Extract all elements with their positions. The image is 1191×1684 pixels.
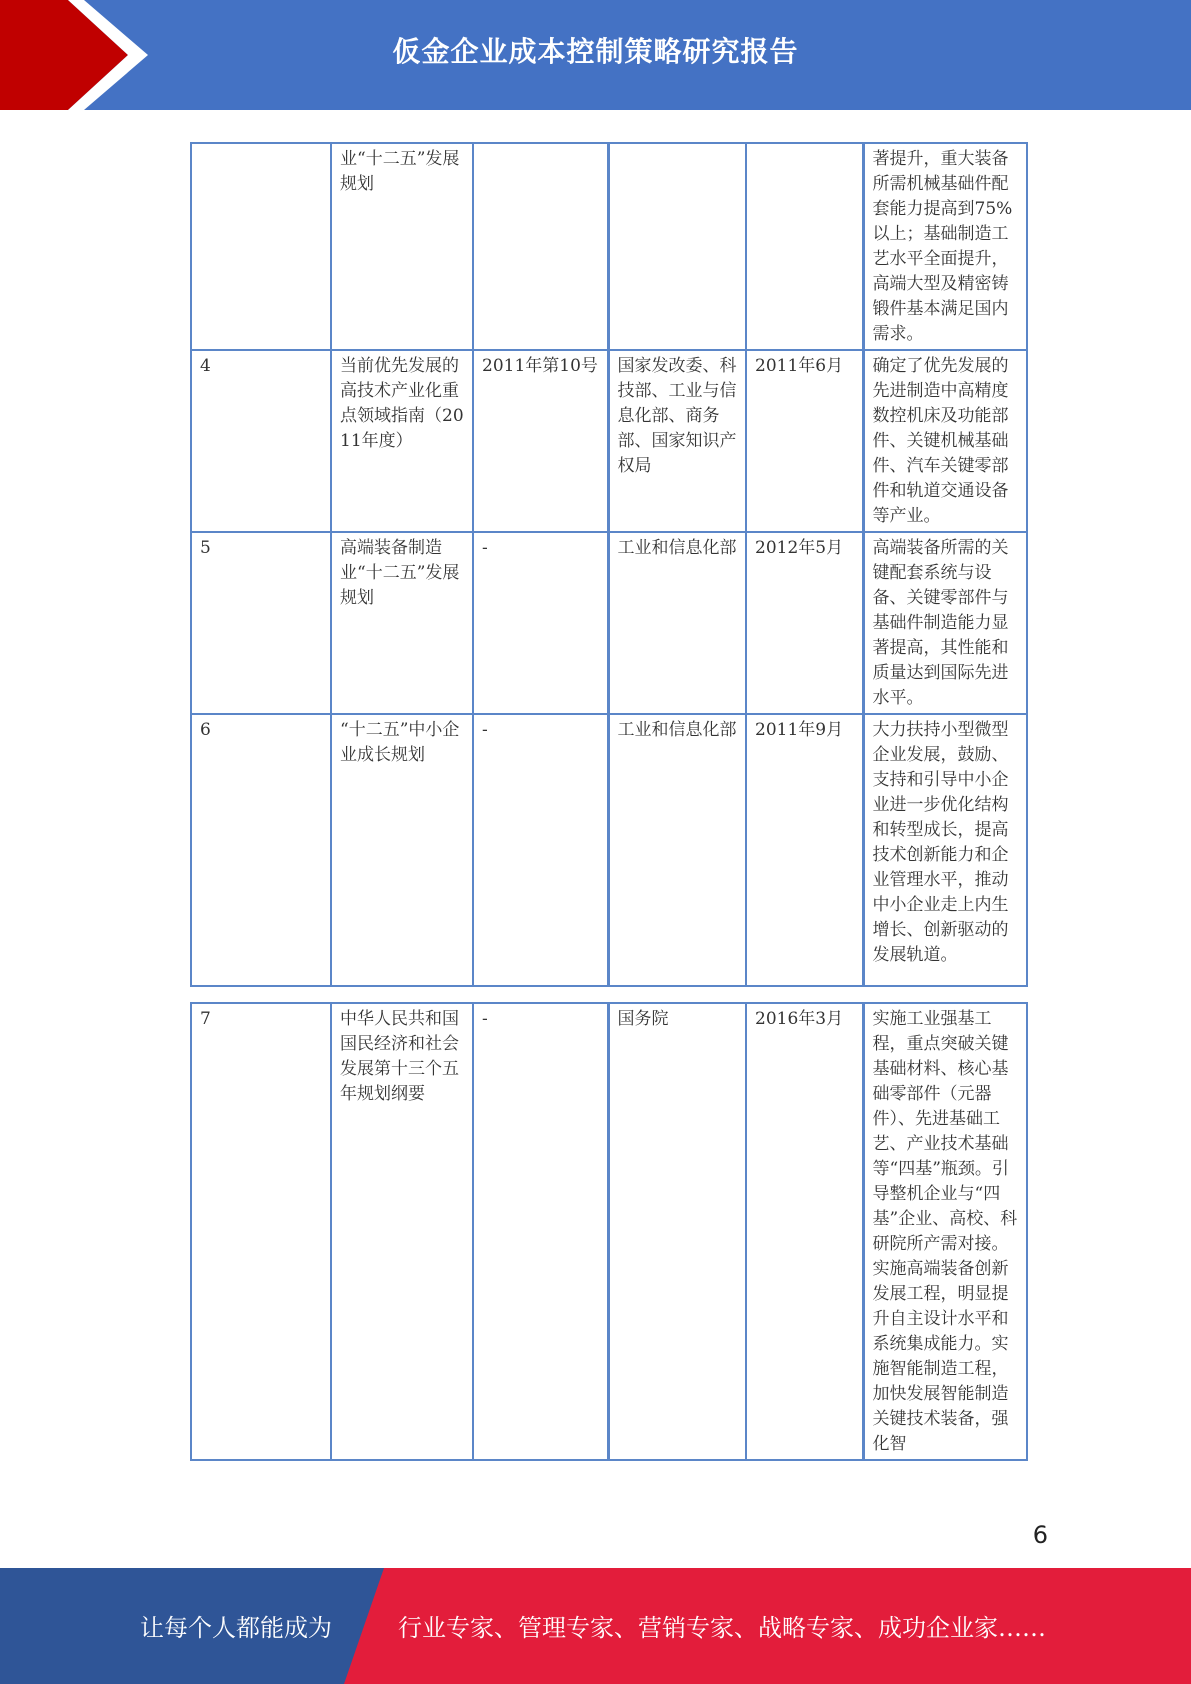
footer-slogan-lead: 让每个人都能成为 — [140, 1614, 332, 1642]
date-cell: 2011年6月 — [746, 350, 863, 532]
content-cell: 确定了优先发展的先进制造中高精度数控机床及功能部件、关键机械基础件、汽车关键零部件和轨道交通设备等产业。 — [863, 350, 1027, 532]
policy-name-cell: 当前优先发展的高技术产业化重点领域指南（2011年度） — [331, 350, 473, 532]
date-cell — [746, 143, 863, 350]
content-cell: 高端装备所需的关键配套系统与设备、关键零部件与基础件制造能力显著提高，其性能和质量达到国际先进水平。 — [863, 532, 1027, 714]
document-number-cell: - — [473, 1003, 608, 1460]
document-number-cell: 2011年第10号 — [473, 350, 608, 532]
issuer-cell: 国务院 — [608, 1003, 746, 1460]
row-number-cell: 4 — [191, 350, 331, 532]
row-number-cell: 6 — [191, 714, 331, 986]
document-number-cell — [473, 143, 608, 350]
table-row — [191, 532, 1027, 714]
date-cell: 2012年5月 — [746, 532, 863, 714]
issuer-cell: 工业和信息化部 — [608, 714, 746, 986]
policy-name-cell: 业“十二五”发展规划 — [331, 143, 473, 350]
table-row — [191, 714, 1027, 986]
table-row — [191, 350, 1027, 532]
document-title: 仮金企业成本控制策略研究报告 — [392, 35, 799, 68]
row-number-cell: 5 — [191, 532, 331, 714]
issuer-cell: 国家发改委、科技部、工业与信息化部、商务部、国家知识产权局 — [608, 350, 746, 532]
page-number: 6 — [1032, 1521, 1048, 1549]
content-cell: 大力扶持小型微型企业发展，鼓励、支持和引导中小企业进一步优化结构和转型成长，提高技术创新能力和企业管理水平，推动中小企业走上内生增长、创新驱动的发展轨道。 — [863, 714, 1027, 986]
page-header — [0, 0, 1191, 110]
policy-name-cell: 高端装备制造业“十二五”发展规划 — [331, 532, 473, 714]
policy-table-bottom — [190, 1002, 1028, 1461]
issuer-cell — [608, 143, 746, 350]
page-footer — [0, 1568, 1191, 1684]
table-row — [191, 1003, 1027, 1460]
document-number-cell: - — [473, 532, 608, 714]
date-cell: 2016年3月 — [746, 1003, 863, 1460]
row-number-cell: 7 — [191, 1003, 331, 1460]
content-cell: 实施工业强基工程，重点突破关键基础材料、核心基础零部件（元器件）、先进基础工艺、产业技术基础等“四基”瓶颈。引导整机企业与“四基”企业、高校、科研院所产需对接。实施高端装备创新发展工程，明显提升自主设计水平和系统集成能力。实施智能制造工程，加快发展智能制造关键技术装备，强化智 — [863, 1003, 1027, 1460]
date-cell: 2011年9月 — [746, 714, 863, 986]
policy-name-cell: “十二五”中小企业成长规划 — [331, 714, 473, 986]
table-row — [191, 143, 1027, 350]
document-number-cell: - — [473, 714, 608, 986]
content-cell: 著提升，重大装备所需机械基础件配套能力提高到75%以上；基础制造工艺水平全面提升，高端大型及精密铸锻件基本满足国内需求。 — [863, 143, 1027, 350]
row-number-cell — [191, 143, 331, 350]
policy-table-top — [190, 142, 1028, 987]
policy-name-cell: 中华人民共和国国民经济和社会发展第十三个五年规划纲要 — [331, 1003, 473, 1460]
footer-slogan-roles: 行业专家、管理专家、营销专家、战略专家、成功企业家…… — [398, 1614, 1046, 1642]
issuer-cell: 工业和信息化部 — [608, 532, 746, 714]
